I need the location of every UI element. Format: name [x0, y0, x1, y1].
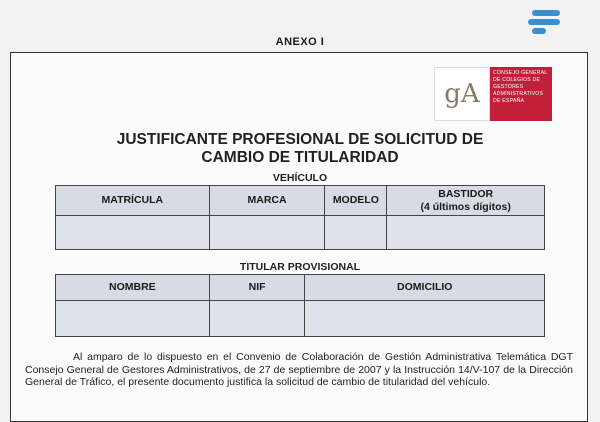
- bastidor-field[interactable]: [387, 216, 545, 250]
- header-bastidor: [387, 186, 545, 216]
- holder-section-title: TITULAR PROVISIONAL: [239, 261, 361, 273]
- nombre-field[interactable]: [56, 301, 210, 337]
- holder-table: [55, 274, 545, 337]
- annex-label: ANEXO I: [275, 36, 325, 48]
- matricula-field[interactable]: [56, 216, 210, 250]
- document-page: [10, 52, 588, 422]
- vehicle-table: [55, 185, 545, 250]
- header-bastidor-sub: (4 últimos dígitos): [420, 200, 511, 213]
- logo-text: CONSEJO GENERAL DE COLEGIOS DE GESTORES ADMINISTRATIVOS DE ESPAÑA: [490, 67, 552, 121]
- document-title: [11, 131, 589, 167]
- header-matricula: MATRÍCULA: [56, 186, 210, 216]
- header-modelo: MODELO: [325, 186, 387, 216]
- logo-mark: gA: [434, 67, 490, 121]
- header-bastidor-label: BASTIDOR: [438, 187, 494, 200]
- council-logo: [434, 67, 552, 121]
- legal-paragraph: Al amparo de lo dispuesto en el Convenio de Colaboración de Gestión Administrativa Telemática DGT Consejo General de Gestores Administrativos, de 27 de septiembre de 2007 y la Instrucción 14/V-107 de la Dirección General de Tráfico, el presente documento justifica la solicitud de cambio de titularidad del vehículo.: [25, 351, 573, 388]
- header-nombre: NOMBRE: [56, 275, 210, 301]
- title-line-2: CAMBIO DE TITULARIDAD: [201, 149, 399, 166]
- header-domicilio: DOMICILIO: [305, 275, 545, 301]
- title-line-1: JUSTIFICANTE PROFESIONAL DE SOLICITUD DE: [116, 131, 484, 148]
- header-nif: NIF: [209, 275, 305, 301]
- header-marca: MARCA: [209, 186, 325, 216]
- domicilio-field[interactable]: [305, 301, 545, 337]
- stacked-bars-icon: [528, 6, 564, 38]
- modelo-field[interactable]: [325, 216, 387, 250]
- nif-field[interactable]: [209, 301, 305, 337]
- vehicle-section-title: VEHÍCULO: [272, 172, 328, 184]
- marca-field[interactable]: [209, 216, 325, 250]
